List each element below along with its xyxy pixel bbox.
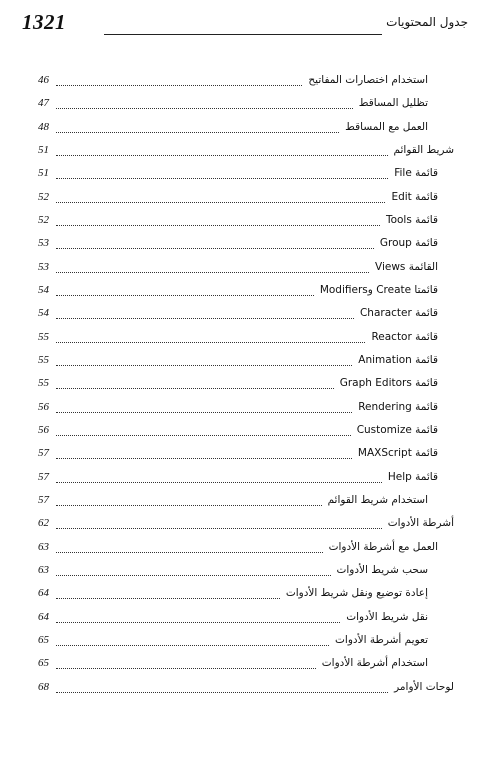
toc-leader-dots <box>56 586 280 599</box>
toc-entry-label: أشرطة الأدوات <box>387 517 454 530</box>
toc-entry-label: قائمة Reactor <box>371 330 438 343</box>
toc-leader-dots <box>56 143 388 156</box>
toc-entry-label: قائمة File <box>394 167 438 180</box>
table-of-contents <box>30 71 462 701</box>
toc-leader-dots <box>56 493 322 506</box>
toc-entry-label: القائمة Views <box>375 260 438 273</box>
toc-entry-label: قائمة Customize <box>356 423 438 436</box>
toc-entry-page: 53 <box>38 237 49 250</box>
toc-leader-dots <box>56 190 385 203</box>
toc-entry-label: استخدام أشرطة الأدوات <box>321 657 428 670</box>
toc-entry[interactable] <box>30 538 462 561</box>
toc-entry[interactable] <box>30 398 462 421</box>
toc-entry[interactable] <box>30 351 462 374</box>
toc-leader-dots <box>56 260 369 273</box>
toc-leader-dots <box>56 213 380 226</box>
toc-leader-dots <box>56 283 314 296</box>
toc-entry-page: 48 <box>38 120 49 133</box>
toc-leader-dots <box>56 446 352 459</box>
toc-entry[interactable] <box>30 118 462 141</box>
toc-entry-page: 55 <box>38 330 49 343</box>
toc-entry-page: 46 <box>38 74 49 86</box>
toc-leader-dots <box>56 516 382 529</box>
toc-leader-dots <box>56 376 334 389</box>
toc-entry[interactable] <box>30 211 462 234</box>
toc-leader-dots <box>56 306 354 319</box>
header-rule <box>104 34 382 35</box>
toc-entry-label: شريط القوائم <box>393 143 454 156</box>
toc-entry[interactable] <box>30 164 462 187</box>
toc-entry[interactable] <box>30 468 462 491</box>
toc-entry[interactable] <box>30 608 462 631</box>
toc-entry-page: 63 <box>38 540 49 553</box>
toc-leader-dots <box>56 330 365 343</box>
toc-leader-dots <box>56 656 316 669</box>
toc-leader-dots <box>56 633 329 646</box>
toc-entry-page: 63 <box>38 563 49 576</box>
toc-entry-page: 55 <box>38 353 49 366</box>
toc-entry[interactable] <box>30 491 462 514</box>
toc-entry-label: قائمتا Create وModifiers <box>319 283 438 296</box>
toc-leader-dots <box>56 610 340 623</box>
toc-entry[interactable] <box>30 678 462 701</box>
toc-entry[interactable] <box>30 71 462 94</box>
toc-entry-label: قائمة Edit <box>391 190 438 203</box>
toc-entry-page: 65 <box>38 657 49 670</box>
toc-entry-label: قائمة Tools <box>385 213 438 226</box>
toc-leader-dots <box>56 470 382 483</box>
toc-entry-page: 57 <box>38 493 49 506</box>
toc-entry[interactable] <box>30 188 462 211</box>
toc-leader-dots <box>56 680 388 693</box>
toc-entry-label: قائمة Graph Editors <box>339 377 438 390</box>
toc-entry-label: سحب شريط الأدوات <box>336 563 428 576</box>
toc-leader-dots <box>56 166 388 179</box>
toc-entry[interactable] <box>30 258 462 281</box>
toc-leader-dots <box>56 236 374 249</box>
toc-entry-page: 55 <box>38 377 49 390</box>
toc-entry-page: 52 <box>38 213 49 226</box>
toc-entry-page: 57 <box>38 470 49 483</box>
toc-entry[interactable] <box>30 141 462 164</box>
toc-entry-label: تظليل المساقط <box>358 97 428 110</box>
toc-leader-dots <box>56 73 302 86</box>
toc-leader-dots <box>56 353 352 366</box>
toc-entry-page: 57 <box>38 447 49 460</box>
toc-entry-page: 56 <box>38 423 49 436</box>
toc-entry-page: 64 <box>38 610 49 623</box>
toc-entry-label: استخدام اختصارات المفاتيح <box>308 74 428 86</box>
toc-entry-page: 56 <box>38 400 49 413</box>
toc-entry-page: 52 <box>38 190 49 203</box>
toc-entry-label: العمل مع أشرطة الأدوات <box>328 540 438 553</box>
toc-entry[interactable] <box>30 421 462 444</box>
toc-entry-label: إعادة توضيع ونقل شريط الأدوات <box>285 587 428 600</box>
toc-entry-label: قائمة Rendering <box>358 400 438 413</box>
toc-entry-page: 65 <box>38 633 49 646</box>
toc-entry[interactable] <box>30 444 462 467</box>
toc-entry[interactable] <box>30 584 462 607</box>
toc-entry-label: العمل مع المساقط <box>345 120 428 133</box>
toc-entry-page: 64 <box>38 587 49 600</box>
toc-entry-label: قائمة MAXScript <box>357 447 438 460</box>
toc-entry-page: 54 <box>38 307 49 320</box>
toc-leader-dots <box>56 540 323 553</box>
toc-entry-page: 62 <box>38 517 49 530</box>
toc-leader-dots <box>56 423 351 436</box>
toc-leader-dots <box>56 120 339 133</box>
toc-leader-dots <box>56 563 331 576</box>
page-number: 1321 <box>22 10 66 34</box>
toc-entry[interactable] <box>30 234 462 257</box>
toc-entry-page: 51 <box>38 167 49 180</box>
toc-entry[interactable] <box>30 561 462 584</box>
toc-entry-label: قائمة Help <box>387 470 438 483</box>
toc-entry-label: استخدام شريط القوائم <box>327 493 428 506</box>
toc-entry-page: 54 <box>38 283 49 296</box>
toc-entry-label: لوحات الأوامر <box>394 680 454 693</box>
toc-entry[interactable] <box>30 514 462 537</box>
toc-entry-page: 47 <box>38 97 49 110</box>
toc-entry-label: تعويم أشرطة الأدوات <box>335 633 428 646</box>
toc-entry-page: 51 <box>38 143 49 156</box>
toc-entry-label: قائمة Group <box>379 237 438 250</box>
toc-leader-dots <box>56 96 353 109</box>
toc-entry[interactable] <box>30 654 462 677</box>
toc-entry[interactable] <box>30 304 462 327</box>
toc-leader-dots <box>56 400 352 413</box>
toc-entry[interactable] <box>30 94 462 117</box>
toc-entry-label: نقل شريط الأدوات <box>346 610 428 623</box>
toc-entry[interactable] <box>30 374 462 397</box>
toc-entry[interactable] <box>30 631 462 654</box>
page-title: جدول المحتويات <box>386 15 468 29</box>
toc-entry[interactable] <box>30 328 462 351</box>
toc-entry-label: قائمة Animation <box>358 353 438 366</box>
toc-entry-page: 68 <box>38 680 49 693</box>
toc-entry-label: قائمة Character <box>359 307 438 320</box>
toc-entry[interactable] <box>30 281 462 304</box>
toc-entry-page: 53 <box>38 260 49 273</box>
page-header <box>22 12 468 34</box>
